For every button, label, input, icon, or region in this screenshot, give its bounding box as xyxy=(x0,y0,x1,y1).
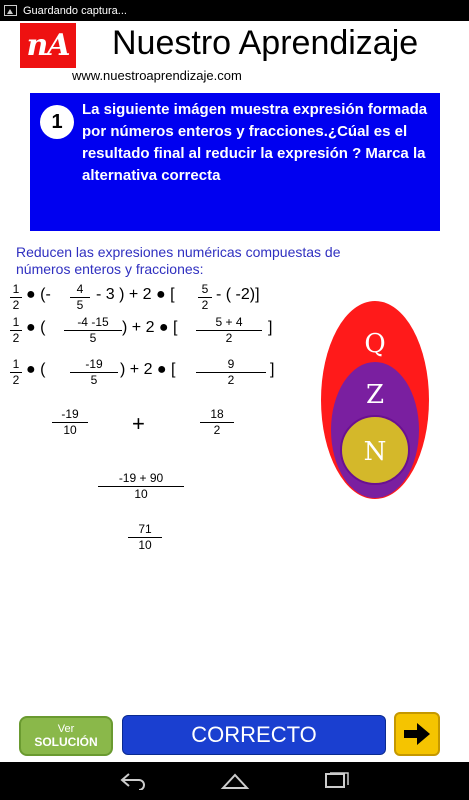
fraction: 1 2 xyxy=(10,358,22,387)
expression-text: - 3 ) + 2 ● [ xyxy=(96,286,175,303)
question-number: 1 xyxy=(40,105,74,139)
view-solution-label-1: Ver xyxy=(57,723,75,735)
fraction: -19 5 xyxy=(70,358,118,387)
back-button[interactable] xyxy=(118,769,148,793)
site-url: www.nuestroaprendizaje.com xyxy=(72,68,242,83)
view-solution-label-2: SOLUCIÓN xyxy=(34,735,98,749)
fraction: 9 2 xyxy=(196,358,266,387)
expression-text: ● ( xyxy=(26,319,46,336)
home-icon xyxy=(220,772,250,790)
expression-text: ] xyxy=(268,319,273,336)
fraction: -4 -15 5 xyxy=(64,316,122,345)
recent-apps-icon xyxy=(324,772,350,790)
set-q-label: Q xyxy=(364,329,386,359)
expression-text: ] xyxy=(270,361,275,378)
expression-text: - ( -2)] xyxy=(216,286,260,303)
fraction: 1 2 xyxy=(10,283,22,312)
expression-text: ● (- xyxy=(26,286,51,303)
question-text: La siguiente imágen muestra expresión formada por números enteros y fracciones.¿Cúal es el resultado final al reducir la expresión ? Marca la alternativa correcta xyxy=(82,101,428,184)
fraction: -19 + 90 10 xyxy=(98,472,184,501)
app-logo: nA xyxy=(20,23,76,68)
status-bar xyxy=(0,0,469,21)
fraction: 1 2 xyxy=(10,316,22,345)
fraction: 18 2 xyxy=(200,408,234,437)
app-title: Nuestro Aprendizaje xyxy=(112,24,419,62)
expression-text: ) + 2 ● [ xyxy=(120,361,176,378)
fraction: 5 + 4 2 xyxy=(196,316,262,345)
set-n-label: N xyxy=(363,437,387,467)
result-fraction: 71 10 xyxy=(128,523,162,552)
home-button[interactable] xyxy=(220,769,250,793)
number-sets-diagram xyxy=(320,300,430,500)
question-box xyxy=(30,93,440,231)
image-icon xyxy=(4,5,17,16)
fraction: -19 10 xyxy=(52,408,88,437)
status-notification: Guardando captura... xyxy=(23,4,127,17)
plus-sign: + xyxy=(132,411,145,436)
arrow-right-icon xyxy=(402,721,432,747)
expression-text: ● ( xyxy=(26,361,46,378)
view-solution-button[interactable] xyxy=(19,716,113,756)
navigation-bar xyxy=(0,762,469,800)
expression-text: ) + 2 ● [ xyxy=(122,319,178,336)
next-button[interactable] xyxy=(394,712,440,756)
set-z-label: Z xyxy=(365,380,385,410)
recent-apps-button[interactable] xyxy=(322,769,352,793)
solution-description: Reducen las expresiones numéricas compuestas de números enteros y fracciones: xyxy=(16,244,341,277)
fraction: 4 5 xyxy=(70,283,90,312)
correct-button[interactable]: CORRECTO xyxy=(122,715,386,755)
fraction: 5 2 xyxy=(198,283,212,312)
back-icon xyxy=(119,772,147,790)
